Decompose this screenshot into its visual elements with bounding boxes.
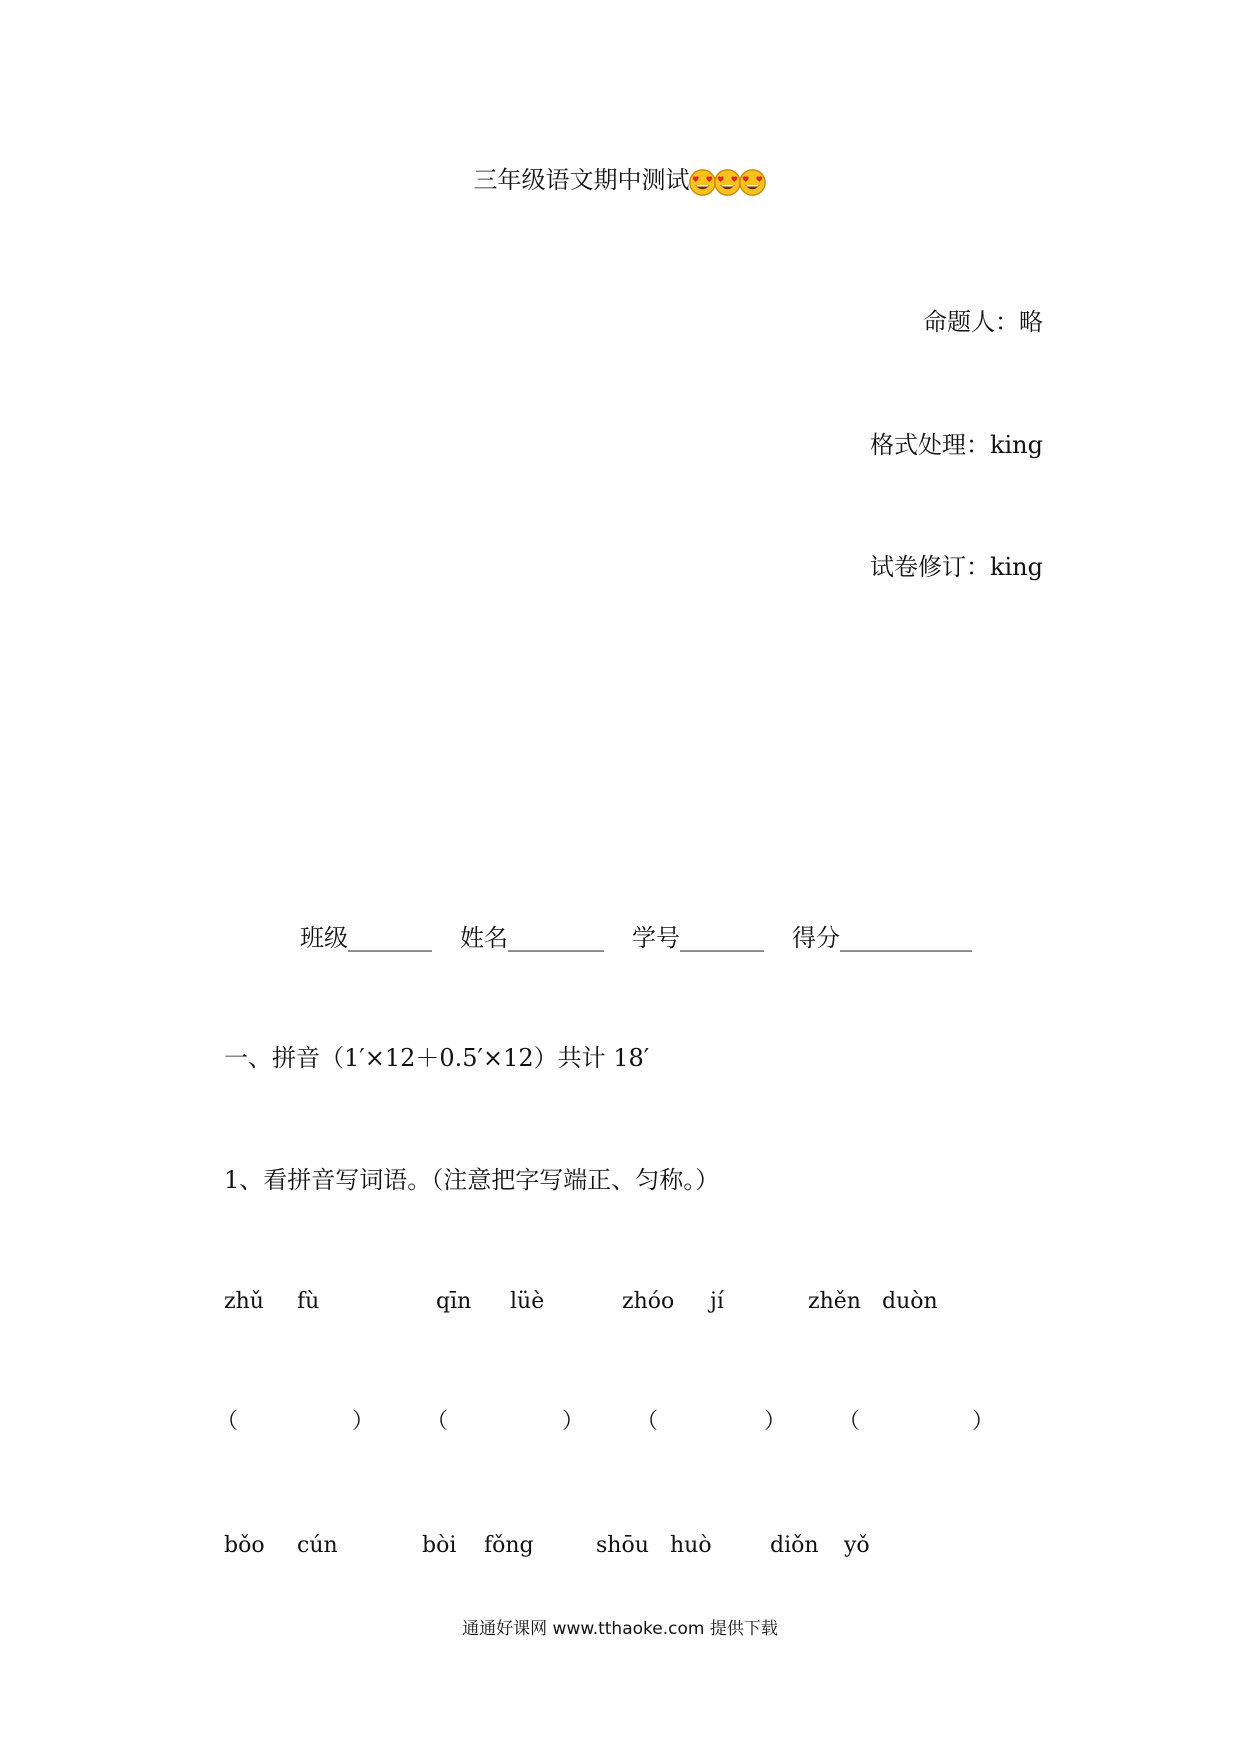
pinyin-syllable: qīn — [436, 1289, 472, 1314]
paren-close: ） — [562, 1409, 585, 1434]
revision-line: 试卷修订：king — [869, 553, 1043, 581]
page-footer: 通通好课网 www.tthaoke.com 提供下载 — [462, 1619, 778, 1639]
pinyin-syllable: lüè — [510, 1289, 545, 1314]
paren-close: ） — [352, 1409, 375, 1434]
author-line: 命题人：略 — [923, 308, 1043, 336]
pinyin-syllable: diǒn — [770, 1533, 819, 1558]
pinyin-syllable: fù — [297, 1289, 320, 1314]
title-emoji-group — [692, 163, 767, 199]
pinyin-syllable: cún — [297, 1533, 338, 1558]
score-field[interactable]: 得分___________ — [792, 924, 972, 952]
pinyin-syllable: yǒ — [844, 1533, 870, 1558]
student-number-field[interactable]: 学号_______ — [632, 924, 764, 952]
name-field[interactable]: 姓名________ — [460, 924, 604, 952]
formatting-line: 格式处理：king — [869, 431, 1043, 459]
title-text: 三年级语文期中测试 — [473, 166, 690, 194]
paren-close: ） — [972, 1409, 995, 1434]
section-heading: 一、拼音（1′×12＋0.5′×12）共计 18′ — [224, 1044, 650, 1072]
paren-open: （ — [216, 1409, 239, 1434]
pinyin-syllable: duòn — [882, 1289, 938, 1314]
question-1-instruction: 1、看拼音写词语。（注意把字写端正、匀称。） — [224, 1166, 720, 1194]
pinyin-syllable: bòi — [422, 1533, 457, 1558]
pinyin-syllable: shōu — [596, 1533, 649, 1558]
pinyin-syllable: huò — [670, 1533, 712, 1558]
paren-open: （ — [636, 1409, 659, 1434]
class-field[interactable]: 班级_______ — [300, 924, 432, 952]
page-title — [0, 162, 1240, 199]
smiling-face-with-heart-eyes-icon — [738, 168, 767, 197]
pinyin-syllable: zhóo — [622, 1289, 675, 1314]
paren-close: ） — [764, 1409, 787, 1434]
pinyin-syllable: zhěn — [808, 1289, 861, 1314]
pinyin-syllable: jí — [710, 1289, 724, 1314]
paren-open: （ — [426, 1409, 449, 1434]
pinyin-syllable: bǒo — [224, 1533, 265, 1558]
pinyin-syllable: fǒng — [484, 1533, 534, 1558]
pinyin-syllable: zhǔ — [224, 1289, 264, 1314]
paren-open: （ — [838, 1409, 861, 1434]
student-info-row — [300, 920, 972, 956]
